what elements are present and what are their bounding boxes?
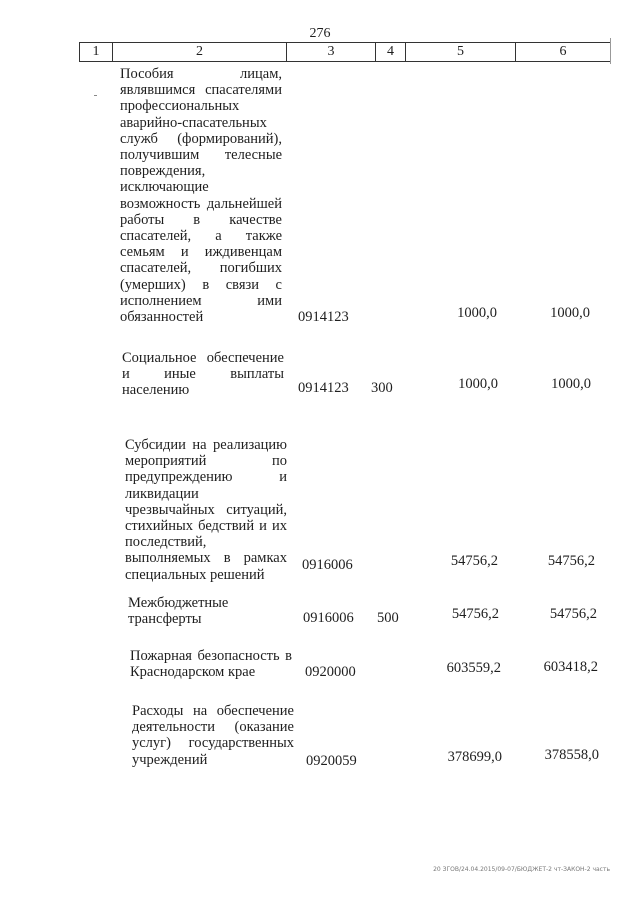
row-5-amount-1: 603559,2 <box>446 660 501 676</box>
row-4-vr: 500 <box>377 610 399 626</box>
row-3-amount-1: 54756,2 <box>450 553 498 569</box>
margin-tick <box>610 38 611 64</box>
row-6-amount-1: 378699,0 <box>447 749 502 765</box>
document-footer: 20 ЗГОВ/24.04.2015/09-07/БЮДЖЕТ-2 чт-ЗАКОН-2 часть <box>433 866 610 873</box>
row-6-code: 0920059 <box>306 753 357 769</box>
row-3-code: 0916006 <box>302 557 353 573</box>
row-1-name: Пособия лицам, являвшимся спасателями профессиональных аварийно-спасательных служб (формирований), получившим телесные повреждения, исключающие возможность дальнейшей работы в качестве спасателей, а также семьям и иждивенцам спасателей, погибших (умерших) в связи с исполнением ими обязанностей <box>120 66 282 326</box>
row-5-amount-2: 603418,2 <box>543 659 598 675</box>
column-3-number: 3 <box>287 43 376 62</box>
row-1-amount-2: 1000,0 <box>550 305 590 321</box>
column-number-header <box>79 42 611 62</box>
column-1-number: 1 <box>80 43 113 62</box>
row-2-amount-2: 1000,0 <box>551 376 591 392</box>
column-4-number: 4 <box>376 43 406 62</box>
row-4-amount-1: 54756,2 <box>451 606 499 622</box>
column-5-number: 5 <box>406 43 516 62</box>
row-2-name: Социальное обеспечение и иные выплаты населению <box>122 350 284 399</box>
row-6-amount-2: 378558,0 <box>544 747 599 763</box>
row-2-code: 0914123 <box>298 380 349 396</box>
row-3-name: Субсидии на реализацию мероприятий по предупреждению и ликвидации чрезвычайных ситуаций, стихийных бедствий и их последствий, выполняемых в рамках специальных решений <box>125 437 287 583</box>
row-5-name: Пожарная безопасность в Краснодарском крае <box>130 648 292 681</box>
row-5-code: 0920000 <box>305 664 356 680</box>
row-4-amount-2: 54756,2 <box>549 606 597 622</box>
row-4-code: 0916006 <box>303 610 354 626</box>
scan-speck <box>94 95 97 96</box>
row-2-amount-1: 1000,0 <box>458 376 498 392</box>
column-2-number: 2 <box>113 43 287 62</box>
row-2-vr: 300 <box>371 380 393 396</box>
column-6-number: 6 <box>516 43 611 62</box>
row-6-name: Расходы на обеспечение деятельности (оказание услуг) государственных учреждений <box>132 703 294 768</box>
row-3-amount-2: 54756,2 <box>547 553 595 569</box>
page-number: 276 <box>309 26 331 41</box>
row-1-amount-1: 1000,0 <box>457 305 497 321</box>
row-4-name: Межбюджетные трансферты <box>128 595 229 628</box>
row-1-code: 0914123 <box>298 309 349 325</box>
